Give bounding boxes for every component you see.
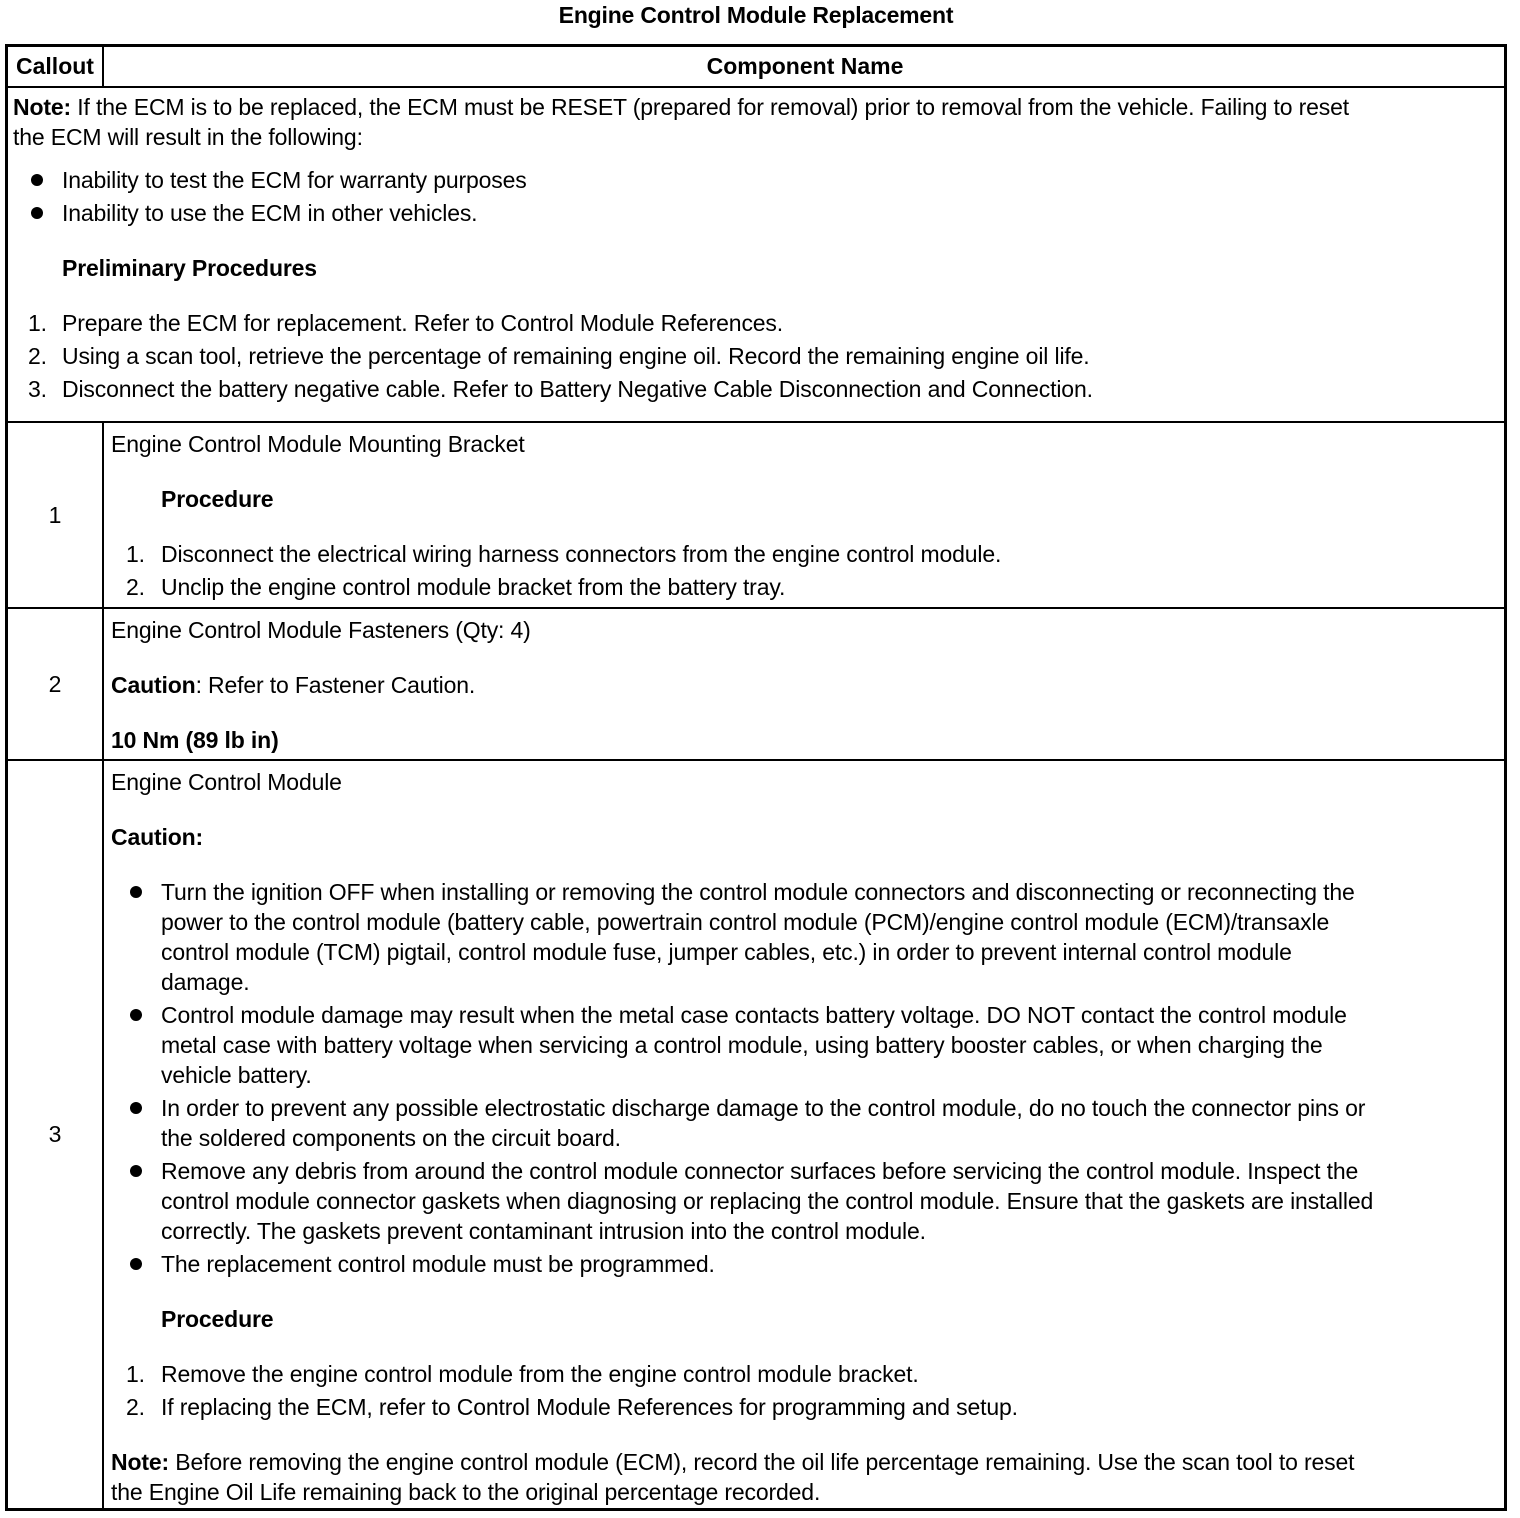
intro-note [13, 92, 1498, 152]
intro-note-row [8, 88, 1504, 423]
component-cell [106, 423, 1504, 607]
note-label: Note: [13, 94, 72, 120]
table-row [8, 609, 1504, 761]
procedure-heading: Procedure [161, 1306, 274, 1332]
bullet-icon [31, 174, 43, 186]
note-text-line1: If the ECM is to be replaced, the ECM must be RESET (prepared for removal) prior to removal from the vehicle. Failing to reset [71, 94, 1350, 120]
procedure-step: Remove the engine control module from the engine control module bracket. [161, 1361, 919, 1387]
intro-step-1: Prepare the ECM for replacement. Refer to Control Module References. [62, 310, 784, 336]
procedure-step: Disconnect the electrical wiring harness connectors from the engine control module. [161, 541, 1002, 567]
caution-bullet-2-line: vehicle battery. [161, 1062, 312, 1088]
preliminary-procedures-heading: Preliminary Procedures [62, 255, 317, 281]
note-label: Note: [111, 1449, 170, 1475]
intro-step-3-num: 3. [28, 376, 47, 402]
component-name: Engine Control Module Fasteners (Qty: 4) [111, 617, 531, 643]
page-title: Engine Control Module Replacement [558, 2, 954, 28]
component-table [5, 44, 1507, 1511]
header-component-name: Component Name [706, 53, 904, 79]
table-header-row [8, 47, 1504, 88]
caution-bullet-3-line: In order to prevent any possible electrostatic discharge damage to the control module, do no touch the connector pins or [161, 1095, 1366, 1121]
bullet-icon [130, 886, 142, 898]
procedure-heading: Procedure [161, 486, 274, 512]
component-name: Engine Control Module [111, 769, 342, 795]
intro-bullet-1: Inability to test the ECM for warranty purposes [62, 167, 527, 193]
caution-bullet-3-line: the soldered components on the circuit board. [161, 1125, 621, 1151]
intro-step-1-num: 1. [28, 310, 47, 336]
caution-bullet-1-line: Turn the ignition OFF when installing or removing the control module connectors and disconnecting or reconnecting the [161, 879, 1355, 905]
bullet-icon [130, 1009, 142, 1021]
caution-bullet-4-line: Remove any debris from around the control module connector surfaces before servicing the control module. Inspect the [161, 1158, 1359, 1184]
component-cell [106, 761, 1504, 1508]
caution-line [111, 670, 475, 700]
table-row [8, 761, 1504, 1508]
caution-bullet-2-line: Control module damage may result when the metal case contacts battery voltage. DO NOT contact the control module [161, 1002, 1347, 1028]
caution-bullet-1-line: control module (TCM) pigtail, control module fuse, jumper cables, etc.) in order to prevent internal control module [161, 939, 1292, 965]
intro-bullet-2: Inability to use the ECM in other vehicles. [62, 200, 478, 226]
bullet-icon [130, 1258, 142, 1270]
callout-number: 3 [8, 761, 104, 1508]
caution-bullet-5-line: The replacement control module must be programmed. [161, 1251, 715, 1277]
bullet-icon [130, 1102, 142, 1114]
note-text-line1: Before removing the engine control module (ECM), record the oil life percentage remaining. Use the scan tool to reset [169, 1449, 1355, 1475]
caution-label: Caution [111, 672, 196, 698]
bullet-icon [130, 1165, 142, 1177]
table-row [8, 423, 1504, 609]
component-name: Engine Control Module Mounting Bracket [111, 431, 525, 457]
note-text-line2: the Engine Oil Life remaining back to the original percentage recorded. [111, 1479, 821, 1505]
bullet-icon [31, 207, 43, 219]
caution-bullet-2-line: metal case with battery voltage when servicing a control module, using battery booster cables, or when charging the [161, 1032, 1323, 1058]
step-num: 1. [126, 1361, 145, 1387]
callout-number: 2 [8, 609, 104, 759]
caution-label: Caution: [111, 824, 204, 850]
procedure-step: If replacing the ECM, refer to Control Module References for programming and setup. [161, 1394, 1018, 1420]
torque-spec: 10 Nm (89 lb in) [111, 727, 279, 753]
step-num: 2. [126, 1394, 145, 1420]
caution-bullet-4-line: correctly. The gaskets prevent contaminant intrusion into the control module. [161, 1218, 926, 1244]
step-num: 2. [126, 574, 145, 600]
caution-bullet-1-line: damage. [161, 969, 250, 995]
intro-step-2-num: 2. [28, 343, 47, 369]
note-line [111, 1447, 1354, 1477]
procedure-step: Unclip the engine control module bracket from the battery tray. [161, 574, 786, 600]
component-cell [106, 609, 1504, 759]
callout-number: 1 [8, 423, 104, 607]
caution-text: : Refer to Fastener Caution. [195, 672, 476, 698]
step-num: 1. [126, 541, 145, 567]
caution-bullet-4-line: control module connector gaskets when diagnosing or replacing the control module. Ensure that the gaskets are installed [161, 1188, 1374, 1214]
intro-step-3: Disconnect the battery negative cable. Refer to Battery Negative Cable Disconnection and Connection. [62, 376, 1093, 402]
note-text-line2: the ECM will result in the following: [13, 124, 363, 150]
header-callout: Callout [8, 47, 104, 86]
intro-step-2: Using a scan tool, retrieve the percentage of remaining engine oil. Record the remaining engine oil life. [62, 343, 1090, 369]
caution-bullet-1-line: power to the control module (battery cable, powertrain control module (PCM)/engine control module (ECM)/transaxle [161, 909, 1330, 935]
